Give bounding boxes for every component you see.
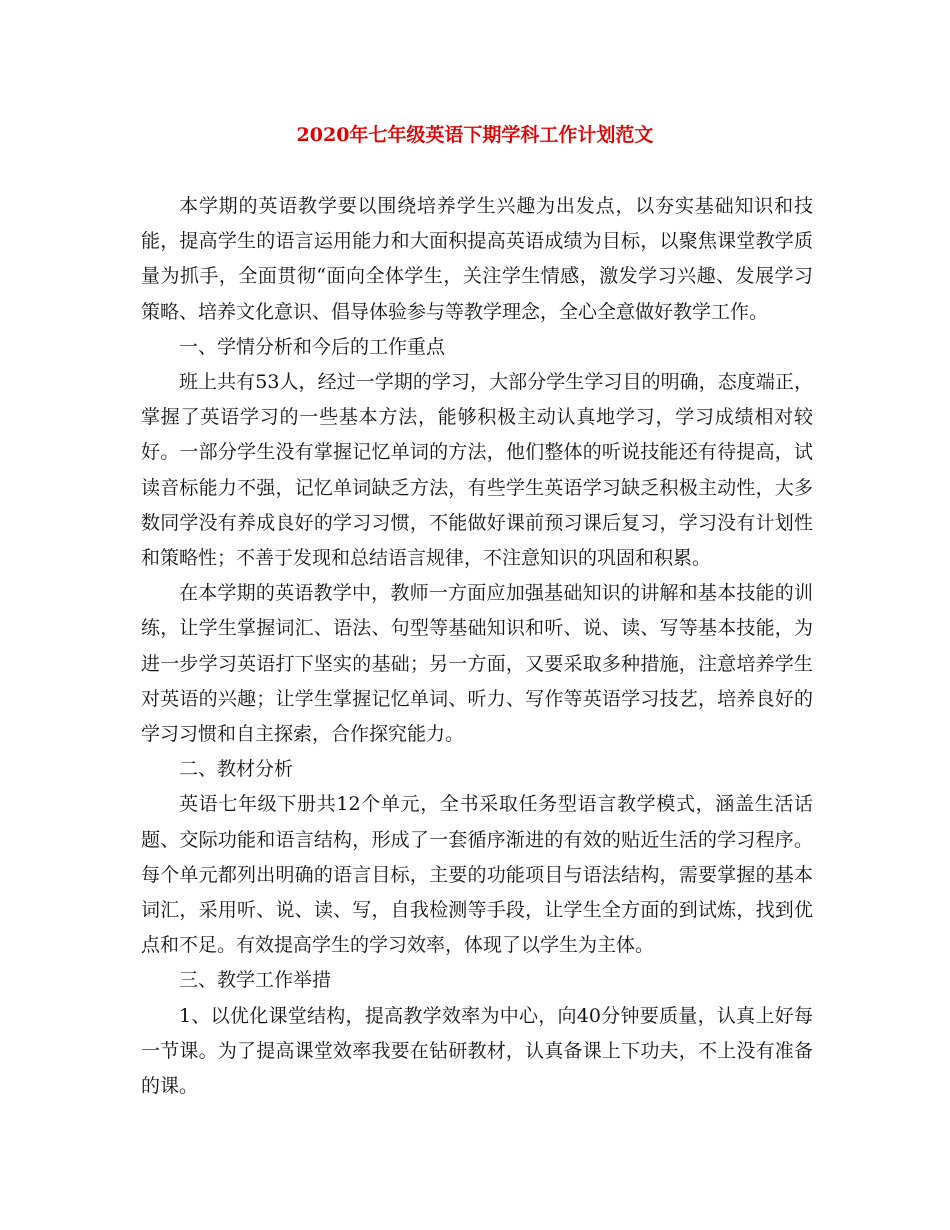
section-heading-1: 一、学情分析和今后的工作重点 [179,335,446,358]
section-heading-2: 二、教材分析 [179,758,294,781]
document-body [141,189,813,1104]
paragraph-teaching-focus: 在本学期的英语教学中，教师一方面应加强基础知识的讲解和基本技能的训练，让学生掌握词汇、语法、句型等基础知识和听、说、读、写等基本技能，为进一步学习英语打下坚实的基础；另一方面，又要采取多种措施，注意培养学生对英语的兴趣；让学生掌握记忆单词、听力、写作等英语学习技艺，培养良好的学习习惯和自主探索，合作探究能力。 [141,582,813,746]
paragraph-intro: 本学期的英语教学要以围绕培养学生兴趣为出发点，以夯实基础知识和技能，提高学生的语言运用能力和大面积提高英语成绩为目标，以聚焦课堂教学质量为抓手，全面贯彻“面向全体学生，关注学生情感，激发学习兴趣、发展学习策略、培养文化意识、倡导体验参与等教学理念，全心全意做好教学工作。 [141,195,813,323]
document-title: 2020年七年级英语下期学科工作计划范文 [296,124,654,146]
section-heading-3: 三、教学工作举措 [179,969,332,992]
paragraph-textbook-analysis: 英语七年级下册共12个单元，全书采取任务型语言教学模式，涵盖生活话题、交际功能和语言结构，形成了一套循序渐进的有效的贴近生活的学习程序。每个单元都列出明确的语言目标，主要的功能项目与语法结构，需要掌握的基本词汇，采用听、说、读、写，自我检测等手段，让学生全方面的到试炼，找到优点和不足。有效提高学生的学习效率，体现了以学生为主体。 [141,793,813,957]
paragraph-measure-1: 1、以优化课堂结构，提高教学效率为中心，向40分钟要质量，认真上好每一节课。为了提高课堂效率我要在钻研教材，认真备课上下功夫，不上没有准备的课。 [141,1004,813,1098]
paragraph-student-analysis: 班上共有53人，经过一学期的学习，大部分学生学习目的明确，态度端正，掌握了英语学习的一些基本方法，能够积极主动认真地学习，学习成绩相对较好。一部分学生没有掌握记忆单词的方法，他们整体的听说技能还有待提高，试读音标能力不强，记忆单词缺乏方法，有些学生英语学习缺乏积极主动性，大多数同学没有养成良好的学习习惯，不能做好课前预习课后复习，学习没有计划性和策略性；不善于发现和总结语言规律，不注意知识的巩固和积累。 [141,371,813,570]
